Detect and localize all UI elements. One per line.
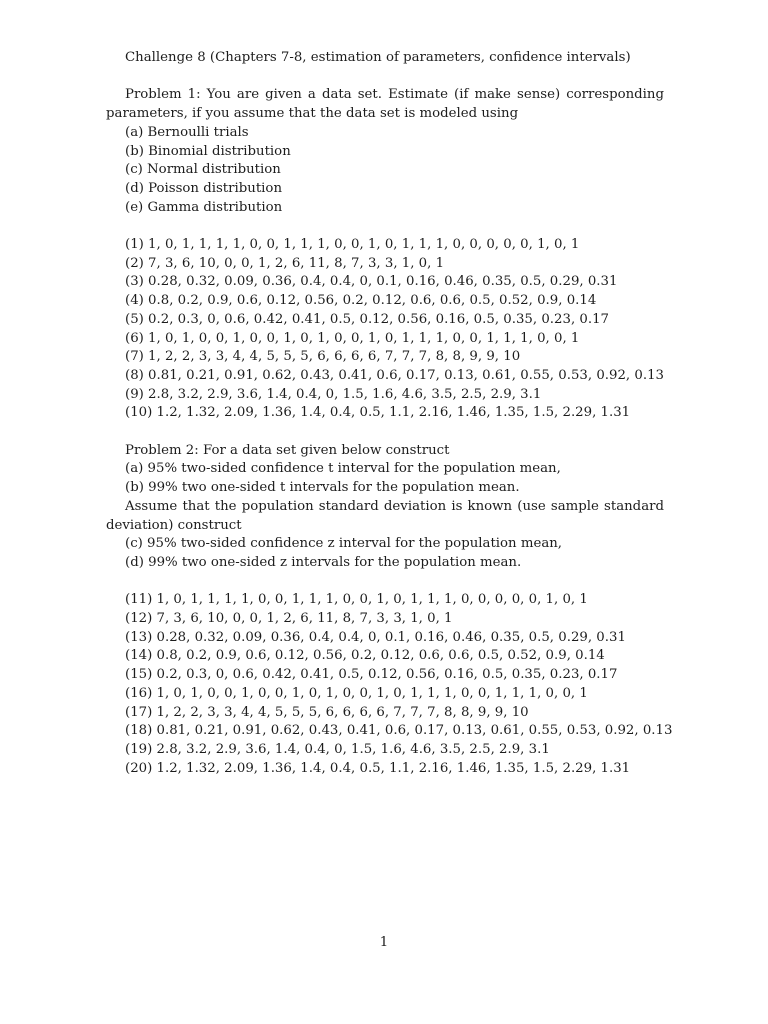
data-set-line: (17) 1, 2, 2, 3, 3, 4, 4, 5, 5, 5, 6, 6, 6, 6, 7, 7, 7, 8, 8, 9, 9, 10	[125, 704, 529, 720]
data-set-line: (18) 0.81, 0.21, 0.91, 0.62, 0.43, 0.41, 0.6, 0.17, 0.13, 0.61, 0.55, 0.53, 0.92, 0.13	[125, 723, 673, 739]
data-set-line: (6) 1, 0, 1, 0, 0, 1, 0, 0, 1, 0, 1, 0, 0, 1, 0, 1, 1, 1, 0, 0, 1, 1, 1, 0, 0, 1	[125, 330, 580, 346]
spacer	[106, 573, 664, 592]
problem1-option: (b) Binomial distribution	[125, 143, 291, 159]
data-set-line: (20) 1.2, 1.32, 2.09, 1.36, 1.4, 0.4, 0.5, 1.1, 2.16, 1.46, 1.35, 1.5, 2.29, 1.31	[125, 760, 631, 776]
problem2-option: (a) 95% two-sided confidence t interval for the population mean,	[125, 461, 561, 477]
data-set-line: (12) 7, 3, 6, 10, 0, 0, 1, 2, 6, 11, 8, 7, 3, 3, 1, 0, 1	[125, 611, 453, 627]
problem1-option: (d) Poisson distribution	[125, 180, 283, 196]
data-set-line: (5) 0.2, 0.3, 0, 0.6, 0.42, 0.41, 0.5, 0.12, 0.56, 0.16, 0.5, 0.35, 0.23, 0.17	[125, 311, 609, 327]
problem1-option: (a) Bernoulli trials	[125, 124, 249, 140]
data-set-line: (11) 1, 0, 1, 1, 1, 1, 0, 0, 1, 1, 1, 0, 0, 1, 0, 1, 1, 1, 0, 0, 0, 0, 0, 1, 0, 1	[125, 592, 588, 608]
problem2-intro: Problem 2: For a data set given below construct	[125, 442, 450, 458]
data-set-line: (7) 1, 2, 2, 3, 3, 4, 4, 5, 5, 5, 6, 6, 6, 6, 7, 7, 7, 8, 8, 9, 9, 10	[125, 349, 521, 365]
data-set-line: (15) 0.2, 0.3, 0, 0.6, 0.42, 0.41, 0.5, 0.12, 0.56, 0.16, 0.5, 0.35, 0.23, 0.17	[125, 667, 618, 683]
problem1-intro-text: Problem 1: You are given a data set. Estimate (if make sense) corresponding parameters, if you assume that the data set is modeled using	[106, 87, 664, 122]
data-set-line: (3) 0.28, 0.32, 0.09, 0.36, 0.4, 0.4, 0, 0.1, 0.16, 0.46, 0.35, 0.5, 0.29, 0.31	[125, 274, 618, 290]
document-title: Challenge 8 (Chapters 7-8, estimation of parameters, confidence intervals)	[125, 50, 631, 65]
problem2-assumption-text: Assume that the population standard deviation is known (use sample standard deviation) construct	[106, 498, 664, 533]
problem1-intro	[106, 86, 664, 123]
page-number: 1	[379, 935, 389, 950]
data-set-line: (13) 0.28, 0.32, 0.09, 0.36, 0.4, 0.4, 0, 0.1, 0.16, 0.46, 0.35, 0.5, 0.29, 0.31	[125, 629, 626, 645]
data-set-line: (19) 2.8, 3.2, 2.9, 3.6, 1.4, 0.4, 0, 1.5, 1.6, 4.6, 3.5, 2.5, 2.9, 3.1	[125, 741, 550, 757]
problem1-option: (c) Normal distribution	[125, 162, 281, 178]
data-set-line: (9) 2.8, 3.2, 2.9, 3.6, 1.4, 0.4, 0, 1.5, 1.6, 4.6, 3.5, 2.5, 2.9, 3.1	[125, 386, 542, 402]
data-set-line: (8) 0.81, 0.21, 0.91, 0.62, 0.43, 0.41, 0.6, 0.17, 0.13, 0.61, 0.55, 0.53, 0.92, 0.13	[125, 367, 664, 383]
spacer	[106, 217, 664, 236]
data-set-line: (14) 0.8, 0.2, 0.9, 0.6, 0.12, 0.56, 0.2, 0.12, 0.6, 0.6, 0.5, 0.52, 0.9, 0.14	[125, 648, 605, 664]
data-set-line: (16) 1, 0, 1, 0, 0, 1, 0, 0, 1, 0, 1, 0, 0, 1, 0, 1, 1, 1, 0, 0, 1, 1, 1, 0, 0, 1	[125, 685, 588, 701]
data-set-line: (1) 1, 0, 1, 1, 1, 1, 0, 0, 1, 1, 1, 0, 0, 1, 0, 1, 1, 1, 0, 0, 0, 0, 0, 1, 0, 1	[125, 237, 580, 252]
problem2-option: (b) 99% two one-sided t intervals for the population mean.	[125, 480, 520, 496]
problem2-option: (d) 99% two one-sided z intervals for the population mean.	[125, 554, 522, 570]
data-set-line: (10) 1.2, 1.32, 2.09, 1.36, 1.4, 0.4, 0.5, 1.1, 2.16, 1.46, 1.35, 1.5, 2.29, 1.31	[125, 405, 631, 421]
problem2-assumption	[106, 498, 664, 535]
data-set-line: (2) 7, 3, 6, 10, 0, 0, 1, 2, 6, 11, 8, 7, 3, 3, 1, 0, 1	[125, 255, 445, 271]
page-content	[106, 49, 673, 778]
data-set-line: (4) 0.8, 0.2, 0.9, 0.6, 0.12, 0.56, 0.2, 0.12, 0.6, 0.6, 0.5, 0.52, 0.9, 0.14	[125, 293, 597, 309]
problem2-option: (c) 95% two-sided confidence z interval for the population mean,	[125, 536, 563, 552]
spacer	[106, 423, 664, 442]
spacer	[106, 68, 664, 87]
problem1-option: (e) Gamma distribution	[125, 199, 283, 215]
